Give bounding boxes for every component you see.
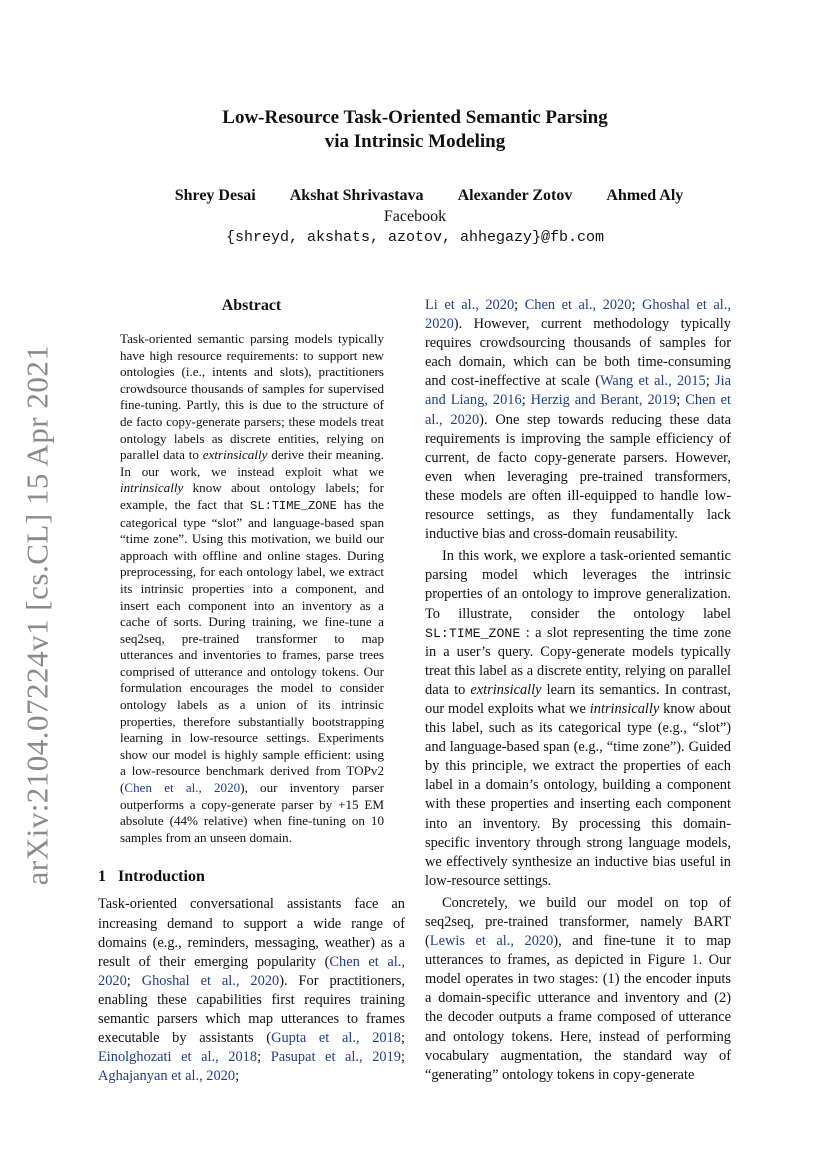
paper-header <box>100 106 730 248</box>
ontology-label-code: SL:TIME_ZONE <box>425 625 521 641</box>
citation-link[interactable]: Aghajanyan et al., 2020 <box>98 1068 236 1085</box>
right-column <box>425 296 731 1085</box>
author-emails: {shreyd, akshats, azotov, ahhegazy}@fb.com <box>225 229 605 246</box>
citation-link[interactable]: Einolghozati et al., 2018 <box>98 1049 258 1066</box>
figure-reference-link[interactable]: 1 <box>691 952 699 969</box>
title-line-1: Low-Resource Task-Oriented Semantic Parsing <box>222 107 608 128</box>
introduction-heading <box>98 866 405 888</box>
citation-link[interactable]: Ghoshal et al., 2020 <box>425 297 731 333</box>
abstract-heading: Abstract <box>221 297 282 314</box>
citation-link[interactable]: Ghoshal et al., 2020 <box>141 972 280 989</box>
intro-paragraph: Task-oriented conversational assistants face an increasing demand to support a wide range of domains (e.g., reminders, messaging, weather) as a result of their emerging popularity (Chen et al., 2020; Ghoshal et al., 2020). For practitioners, enabling these capabilities first requires training semantic parsers which map utterances to frames executable by assistants (Gupta et al., 2018; Einolghozati et al., 2018; Pasupat et al., 2019; Aghajanyan et al., 2020; <box>98 896 405 1085</box>
citation-link[interactable]: Gupta et al., 2018 <box>271 1030 401 1047</box>
author-list <box>100 187 730 205</box>
ontology-label-code: SL:TIME_ZONE <box>250 498 337 513</box>
section-number: 1 <box>98 868 106 886</box>
affiliation: Facebook <box>383 208 447 225</box>
intro-paragraph: Concretely, we build our model on top of seq2seq, pre-trained transformer, namely BART (Lewis et al., 2020), and fine-tune it to map utterances to frames, as depicted in Figure 1. Our model operates in two stages: (1) the encoder inputs a domain-specific utterance and inventory and (2) the decoder outputs a frame composed of utterance and ontology tokens. Here, instead of performing vocabulary augmentation, the standard way of “generating” ontology tokens in copy-generate <box>425 894 731 1083</box>
author-name: Ahmed Aly <box>606 187 684 204</box>
arxiv-identifier-stamp <box>12 344 62 886</box>
citation-link[interactable]: Pasupat et al., 2019 <box>270 1049 401 1066</box>
citation-link[interactable]: Chen et al., 2020 <box>524 297 632 313</box>
citation-link[interactable]: Herzig and Berant, 2019 <box>530 392 677 409</box>
author-name: Akshat Shrivastava <box>289 187 424 204</box>
arxiv-id-text: arXiv:2104.07224v1 [cs.CL] 15 Apr 2021 <box>19 344 54 886</box>
citation-link[interactable]: Chen et al., 2020 <box>425 392 731 428</box>
title-line-2: via Intrinsic Modeling <box>324 131 506 152</box>
left-column <box>98 296 405 1086</box>
abstract-body: Task-oriented semantic parsing models typically have high resource requirements: to support new ontologies (i.e., intents and slots), practitioners crowdsource thousands of samples for supervised fine-tuning. Partly, this is due to the structure of de facto copy-generate parsers; these models treat ontology labels as discrete entities, relying on parallel data to extrinsically derive their meaning. In our work, we instead exploit what we intrinsically know about ontology labels; for example, the fact that SL:TIME_ZONE has the categorical type “slot” and language-based span “time zone”. Using this motivation, we build our approach with offline and online stages. During preprocessing, for each ontology label, we extract its intrinsic properties into a component, and insert each component into an inventory as a cache of sorts. During training, we fine-tune a seq2seq, pre-trained transformer to map utterances and inventories to frames, parse trees comprised of utterance and ontology tokens. Our formulation encourages the model to consider ontology labels as a union of its intrinsic properties, therefore substantially bootstrapping learning in low-resource settings. Experiments show our model is highly sample efficient: using a low-resource benchmark derived from TOPv2 (Chen et al., 2020), our inventory parser outperforms a copy-generate parser by +15 EM absolute (44% relative) when fine-tuning on 10 samples from an unseen domain. <box>120 331 385 845</box>
citation-link[interactable]: Wang et al., 2015 <box>600 373 706 390</box>
author-name: Shrey Desai <box>174 187 256 204</box>
citation-link[interactable]: Chen et al., 2020 <box>98 953 405 989</box>
intro-paragraph-continued: Li et al., 2020; Chen et al., 2020; Ghoshal et al., 2020). However, current methodology typically requires crowdsourcing thousands of samples for each domain, which can be both time-consuming and cost-ineffective at scale (Wang et al., 2015; Jia and Liang, 2016; Herzig and Berant, 2019; Chen et al., 2020). One step towards reducing these data requirements is improving the sample efficiency of current, de facto copy-generate parsers. However, even when leveraging pre-trained transformers, these models are often ill-equipped to handle low-resource settings, as they fundamentally lack inductive bias and cross-domain reusability. <box>425 297 731 543</box>
section-title: Introduction <box>118 868 205 886</box>
intro-paragraph: In this work, we explore a task-oriented semantic parsing model which leverages the intrinsic properties of an ontology to improve generalization. To illustrate, consider the ontology label SL:TIME_ZONE : a slot representing the time zone in a user’s query. Copy-generate models typically treat this label as a discrete entity, relying on parallel data to extrinsically learn its semantics. In contrast, our model exploits what we intrinsically know about this label, such as its categorical type (e.g., “slot”) and language-based span (e.g., “time zone”). Guided by this principle, we extract the properties of each label in a domain’s ontology, building a component with these properties and inserting each component into an inventory. By processing this domain-specific inventory through strong language models, we effectively synthesize an inductive bias useful in low-resource settings. <box>425 548 731 889</box>
citation-link[interactable]: Chen et al., 2020 <box>124 780 241 796</box>
author-name: Alexander Zotov <box>457 187 573 204</box>
citation-link[interactable]: Jia and Liang, 2016 <box>425 373 731 409</box>
citation-link[interactable]: Li et al., 2020 <box>425 297 515 313</box>
citation-link[interactable]: Lewis et al., 2020 <box>429 933 554 950</box>
paper-title <box>100 106 730 154</box>
